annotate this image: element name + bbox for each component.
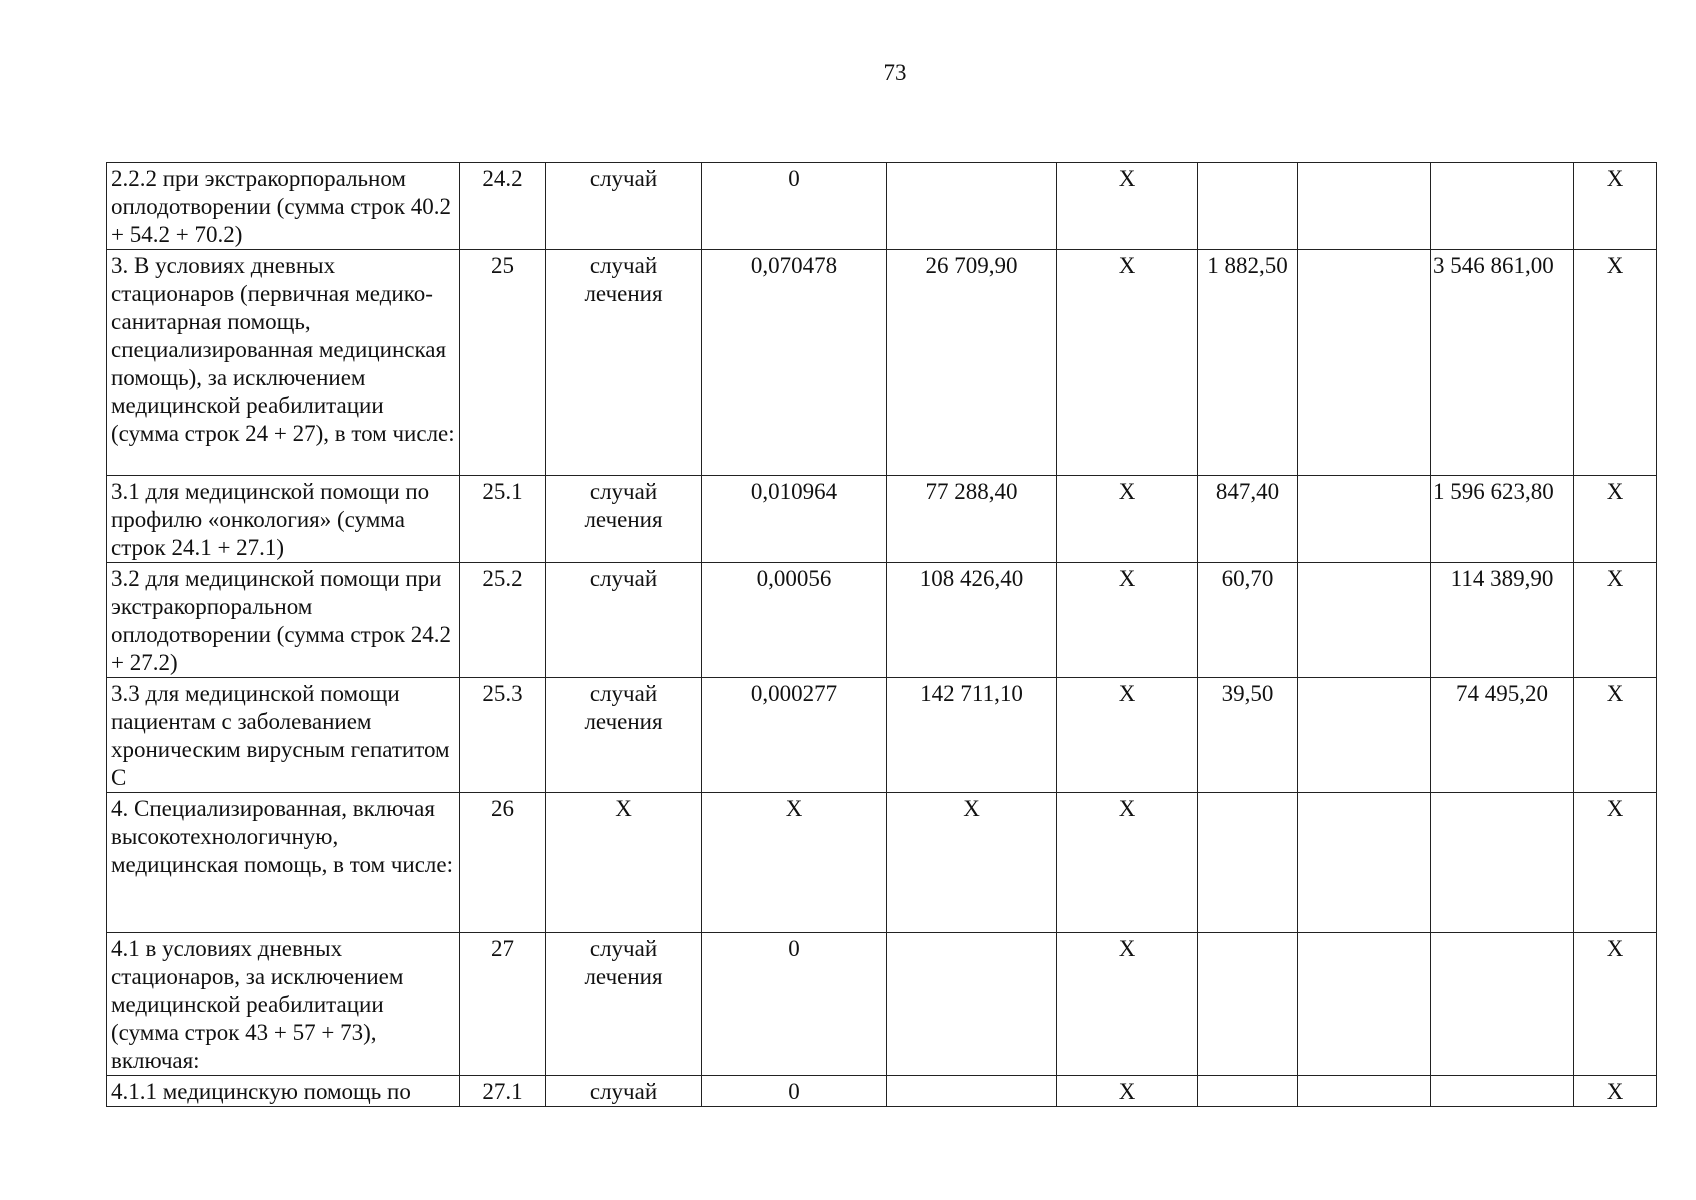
table-row: [107, 476, 1657, 563]
per-capita-cell: 847,40: [1198, 476, 1298, 563]
unit-cell: случай лечения: [546, 250, 702, 476]
x-mark-cell: X: [1574, 476, 1657, 563]
row-name-cell: 4.1 в условиях дневных стационаров, за исключением медицинской реабилитации (сумма строк 43 + 57 + 73), включая:: [107, 933, 460, 1076]
table-row: [107, 163, 1657, 250]
page-number: 73: [883, 60, 907, 85]
cost-cell: 142 711,10: [887, 678, 1057, 793]
row-name-cell: 3. В условиях дневных стационаров (первичная медико-санитарная помощь, специализированная медицинская помощь), за исключением медицинской реабилитации (сумма строк 24 + 27), в том числе:: [107, 250, 460, 476]
x-mark-cell: X: [1574, 678, 1657, 793]
x-mark-cell: X: [1057, 678, 1198, 793]
sum-cell: 114 389,90: [1431, 563, 1574, 678]
row-code-cell: 25: [460, 250, 546, 476]
x-mark-cell: X: [1057, 563, 1198, 678]
row-name-cell: 3.3 для медицинской помощи пациентам с заболеванием хроническим вирусным гепатитом С: [107, 678, 460, 793]
x-mark-cell: X: [1574, 563, 1657, 678]
sum-cell: 3 546 861,00: [1431, 250, 1574, 476]
x-mark-cell: X: [1574, 1076, 1657, 1107]
row-name-cell: 3.1 для медицинской помощи по профилю «онкология» (сумма строк 24.1 + 27.1): [107, 476, 460, 563]
row-code-cell: 25.1: [460, 476, 546, 563]
row-code-cell: 24.2: [460, 163, 546, 250]
cost-cell: [887, 1076, 1057, 1107]
sum-cell: [1431, 933, 1574, 1076]
row-name-cell: 2.2.2 при экстракорпоральном оплодотворении (сумма строк 40.2 + 54.2 + 70.2): [107, 163, 460, 250]
x-mark-cell: X: [1574, 793, 1657, 933]
per-capita-cell: [1198, 793, 1298, 933]
sum-cell: [1431, 163, 1574, 250]
per-capita-cell: [1198, 933, 1298, 1076]
volume-cell: 0,010964: [702, 476, 887, 563]
sum-cell: [1431, 1076, 1574, 1107]
row-code-cell: 25.2: [460, 563, 546, 678]
volume-cell: 0,000277: [702, 678, 887, 793]
volume-cell: 0,00056: [702, 563, 887, 678]
per-capita-cell: 1 882,50: [1198, 250, 1298, 476]
x-mark-cell: X: [1057, 163, 1198, 250]
x-mark-cell: X: [1057, 1076, 1198, 1107]
empty-cell: [1298, 250, 1431, 476]
unit-cell: случай лечения: [546, 933, 702, 1076]
unit-cell: случай: [546, 1076, 702, 1107]
sum-cell: [1431, 793, 1574, 933]
x-mark-cell: X: [1057, 793, 1198, 933]
cost-cell: [887, 163, 1057, 250]
row-code-cell: 26: [460, 793, 546, 933]
volume-cell: 0: [702, 933, 887, 1076]
x-mark-cell: X: [1057, 250, 1198, 476]
per-capita-cell: 39,50: [1198, 678, 1298, 793]
unit-cell: случай: [546, 163, 702, 250]
table-row: [107, 678, 1657, 793]
cost-cell: 77 288,40: [887, 476, 1057, 563]
volume-cell: 0,070478: [702, 250, 887, 476]
sum-cell: 1 596 623,80: [1431, 476, 1574, 563]
empty-cell: [1298, 678, 1431, 793]
unit-cell: случай лечения: [546, 678, 702, 793]
cost-table: [106, 162, 1657, 1107]
cost-cell: 26 709,90: [887, 250, 1057, 476]
empty-cell: [1298, 163, 1431, 250]
per-capita-cell: 60,70: [1198, 563, 1298, 678]
empty-cell: [1298, 793, 1431, 933]
row-code-cell: 27: [460, 933, 546, 1076]
empty-cell: [1298, 563, 1431, 678]
row-name-cell: 3.2 для медицинской помощи при экстракорпоральном оплодотворении (сумма строк 24.2 + 27.2): [107, 563, 460, 678]
unit-cell: случай лечения: [546, 476, 702, 563]
x-mark-cell: X: [1574, 933, 1657, 1076]
sum-cell: 74 495,20: [1431, 678, 1574, 793]
volume-cell: X: [702, 793, 887, 933]
empty-cell: [1298, 1076, 1431, 1107]
table-row: [107, 563, 1657, 678]
volume-cell: 0: [702, 1076, 887, 1107]
cost-cell: [887, 933, 1057, 1076]
empty-cell: [1298, 933, 1431, 1076]
table-row: [107, 933, 1657, 1076]
row-code-cell: 27.1: [460, 1076, 546, 1107]
unit-cell: случай: [546, 563, 702, 678]
table-row: [107, 793, 1657, 933]
row-code-cell: 25.3: [460, 678, 546, 793]
x-mark-cell: X: [1057, 933, 1198, 1076]
unit-cell: X: [546, 793, 702, 933]
cost-cell: 108 426,40: [887, 563, 1057, 678]
x-mark-cell: X: [1057, 476, 1198, 563]
x-mark-cell: X: [1574, 163, 1657, 250]
cost-cell: X: [887, 793, 1057, 933]
per-capita-cell: [1198, 1076, 1298, 1107]
row-name-cell: 4.1.1 медицинскую помощь по: [107, 1076, 460, 1107]
empty-cell: [1298, 476, 1431, 563]
table-row: [107, 1076, 1657, 1107]
row-name-cell: 4. Специализированная, включая высокотехнологичную, медицинская помощь, в том числе:: [107, 793, 460, 933]
x-mark-cell: X: [1574, 250, 1657, 476]
volume-cell: 0: [702, 163, 887, 250]
table-row: [107, 250, 1657, 476]
per-capita-cell: [1198, 163, 1298, 250]
